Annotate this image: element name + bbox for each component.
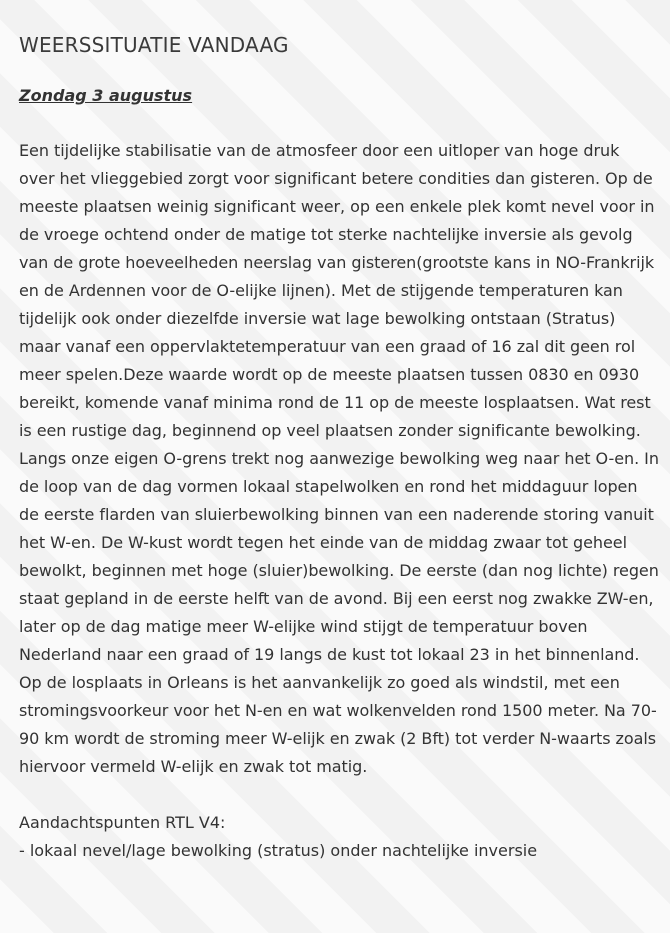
weather-article (19, 0, 659, 865)
attention-item: - lokaal nevel/lage bewolking (stratus) onder nachtelijke inversie (19, 841, 538, 860)
attention-points (19, 809, 659, 865)
weather-description: Een tijdelijke stabilisatie van de atmosfeer door een uitloper van hoge druk over het vlieggebied zorgt voor significant betere condities dan gisteren. Op de meeste plaatsen weinig significant weer, op een enkele plek komt nevel voor in de vroege ochtend onder de matige tot sterke nachtelijke inversie als gevolg van de grote hoeveelheden neerslag van gisteren(grootste kans in NO-Frankrijk en de Ardennen voor de O-elijke lijnen). Met de stijgende temperaturen kan tijdelijk ook onder diezelfde inversie wat lage bewolking ontstaan (Stratus) maar vanaf een oppervlaktetemperatuur van een graad of 16 zal dit geen rol meer spelen.Deze waarde wordt op de meeste plaatsen tussen 0830 en 0930 bereikt, komende vanaf minima rond de 11 op de meeste losplaatsen. Wat rest is een rustige dag, beginnend op veel plaatsen zonder significante bewolking. Langs onze eigen O-grens trekt nog aanwezige bewolking weg naar het O-en. In de loop van de dag vormen lokaal stapelwolken en rond het middaguur lopen de eerste flarden van sluierbewolking binnen van een naderende storing vanuit het W-en. De W-kust wordt tegen het einde van de middag zwaar tot geheel bewolkt, beginnen met hoge (sluier)bewolking. De eerste (dan nog lichte) regen staat gepland in de eerste helft van de avond. Bij een eerst nog zwakke ZW-en, later op de dag matige meer W-elijke wind stijgt de temperatuur boven Nederland naar een graad of 19 langs de kust tot lokaal 23 in het binnenland. Op de losplaats in Orleans is het aanvankelijk zo goed als windstil, met een stromingsvoorkeur voor het N-en en wat wolkenvelden rond 1500 meter. Na 70-90 km wordt de stroming meer W-elijk en zwak (2 Bft) tot verder N-waarts zoals hiervoor vermeld W-elijk en zwak tot matig. (19, 141, 659, 776)
article-date: Zondag 3 augustus (19, 86, 193, 105)
page-title: WEERSSITUATIE VANDAAG (19, 33, 289, 57)
attention-heading: Aandachtspunten RTL V4: (19, 813, 226, 832)
